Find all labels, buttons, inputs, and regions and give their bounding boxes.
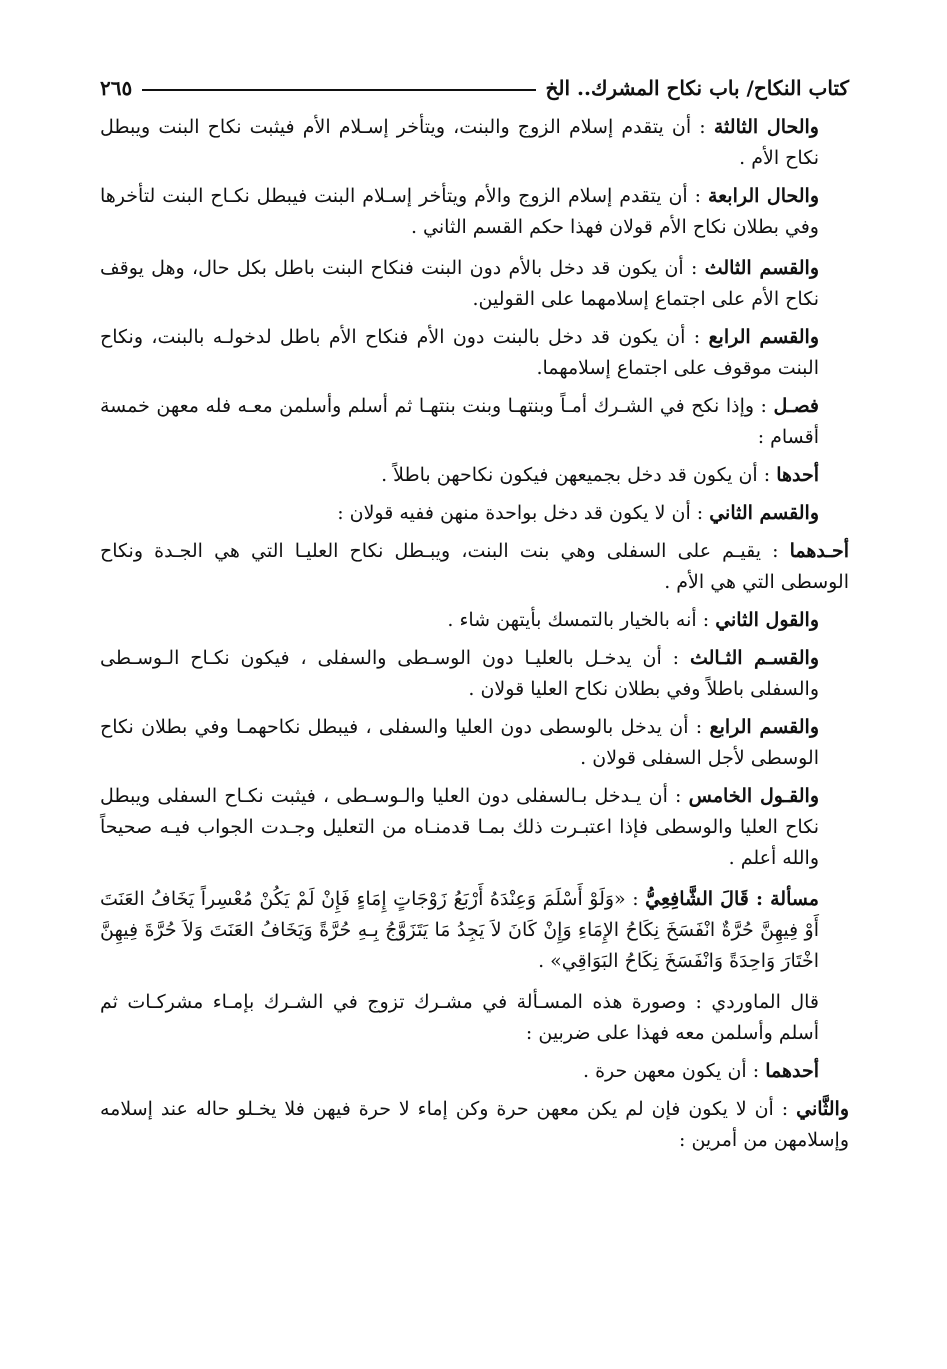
paragraph-heading: والقسم الرابع — [709, 716, 820, 738]
paragraph-heading: والقسم الرابع — [708, 326, 819, 348]
paragraph-ahaduha — [100, 460, 849, 491]
paragraph-qism-3 — [100, 253, 849, 315]
paragraph-body: : أن يتقدم إسلام الزوج والأم ويتأخر إسـلام البنت فيبطل نكـاح البنت لتأخرها وفي بطلان نكاح الأم قولان فهذا حكم القسم الثاني . — [100, 185, 819, 238]
running-title: كتاب النكاح/ باب نكاح المشرك.. الخ — [545, 76, 849, 100]
paragraph-thani — [100, 1094, 849, 1156]
paragraph-body: : أن يدخـل بالعليـا دون الوسـطى والسفلى ، فيكون نكـاح الـوسـطى والسفلى باطلاً وفي بطلان نكاح العليا قولان . — [100, 647, 819, 700]
paragraph-qawl-5 — [100, 781, 849, 874]
paragraph-body: : أن يـدخل بـالسفلى دون العليا والـوسـطى ، فيثبت نكـاح السفلى ويبطل نكاح العليا والوسطى فإذا اعتبـرت ذلك بمـا قدمنـاه من التعليل وجـدت الجواب فيـه صحيحاً والله أعلم . — [100, 785, 819, 869]
paragraph-heading: والثَّاني — [796, 1098, 850, 1120]
header-rule — [142, 89, 535, 91]
paragraph-ahaduhuma — [100, 536, 849, 598]
paragraph-heading: والحال الرابعة — [707, 185, 820, 207]
paragraph-heading: والقسـم الثـالث — [689, 647, 820, 669]
page-number: ٢٦٥ — [100, 76, 133, 100]
paragraph-heading: والحال الثالثة — [713, 116, 819, 138]
paragraph-mawardi — [100, 987, 849, 1049]
paragraph-body: : أن يدخل بالوسطى دون العليا والسفلى ، فيبطل نكاحهمـا وفي بطلان نكاح الوسطى لأجل السفلى قولان . — [100, 716, 819, 769]
paragraph-body: : أن يكون معهن حرة . — [582, 1060, 760, 1082]
paragraph-body: : «وَلَوْ أَسْلَمَ وَعِنْدَهُ أَرْبَعُ زَوْجَاتٍ إِمَاءٍ فَإِنْ لَمْ يَكُنْ مُعْسِراً يَخَافُ العَنَتَ أَوْ فِيهِنَّ حُرَّةٌ انْفَسَخَ نِكَاحُ الإِمَاءِ وَإِنْ كَانَ لاَ يَجِدُ مَا يَتَزَوَّجُ بِـهِ حُرَّةً وَيَخَافُ العَنَتَ وَلاَ حُرَّةَ فِيهِنَّ اخْتَارَ وَاحِدَةً وَانْفَسَخَ نِكَاحُ البَوَاقِي» . — [100, 888, 819, 972]
paragraph-qawl-2 — [100, 605, 849, 636]
paragraph-fasl — [100, 391, 849, 453]
paragraph-body: : أن لا يكون فإن لم يكن معهن حرة وكن إماء لا حرة فيهن فلا يخـلو حاله عند إسلامه وإسلامهن من أمرين : — [100, 1098, 849, 1151]
paragraph-body: : وإذا نكح في الشـرك أمـاً وبنتهـا وبنت بنتهـا ثم أسلم وأسلمن معـه فله معهن خمسة أقسام : — [100, 395, 819, 448]
paragraph-body: : يقيـم على السفلى وهي بنت البنت، ويبـطل نكاح العليـا التي هي الجـدة ونكاح الوسطى التي هي الأم . — [100, 540, 849, 593]
paragraph-heading: فصـل — [773, 395, 819, 417]
paragraph-heading: أحـدهما — [789, 540, 849, 562]
paragraph-body: : أن يكون قد دخل بالبنت دون الأم فنكاح الأم باطل لدخولـه بالبنت، ونكاح البنت موقوف على اجتماع إسلامهما. — [100, 326, 819, 379]
paragraph-heading: أحدهما — [765, 1060, 819, 1082]
paragraph-heading: مسألة : قَالَ الشَّافِعِيُّ — [645, 888, 819, 910]
paragraph-body: : أن يكون قد دخل بجميعهن فيكون نكاحهن باطلاً . — [381, 464, 771, 486]
paragraph-heading: والقول الثاني — [715, 609, 819, 631]
paragraph-qism-3b — [100, 643, 849, 705]
paragraph-body: : أن لا يكون قد دخل بواحدة منهن ففيه قولان : — [337, 502, 704, 524]
paragraph-qism-4b — [100, 712, 849, 774]
paragraph-hal-3 — [100, 112, 849, 174]
paragraph-heading: والقسم الثاني — [709, 502, 819, 524]
paragraph-body: : أن يتقدم إسلام الزوج والبنت، ويتأخر إسـلام الأم فيثبت نكاح البنت ويبطل نكاح الأم . — [100, 116, 819, 169]
paragraph-heading: والقـول الخامس — [688, 785, 819, 807]
paragraph-ahaduhuma-2 — [100, 1056, 849, 1087]
running-header — [100, 66, 849, 110]
paragraph-masala — [100, 884, 849, 977]
paragraph-body: : أنه بالخيار بالتمسك بأيتهن شاء . — [447, 609, 710, 631]
paragraph-qism-2 — [100, 498, 849, 529]
paragraph-body: : أن يكون قد دخل بالأم دون البنت فنكاح البنت باطل بكل حال، وهل يوقف نكاح الأم على اجتماع إسلامهما على القولين. — [100, 257, 819, 310]
paragraph-qism-4 — [100, 322, 849, 384]
paragraph-hal-4 — [100, 181, 849, 243]
body-text — [100, 112, 849, 1156]
paragraph-heading: والقسم الثالث — [704, 257, 819, 279]
paragraph-body: قال الماوردي : وصورة هذه المسـألة في مشـرك تزوج في الشـرك بإمـاء مشركـات ثم أسلم وأسلمن معه فهذا على ضربين : — [100, 991, 819, 1044]
paragraph-heading: أحدها — [776, 464, 819, 486]
